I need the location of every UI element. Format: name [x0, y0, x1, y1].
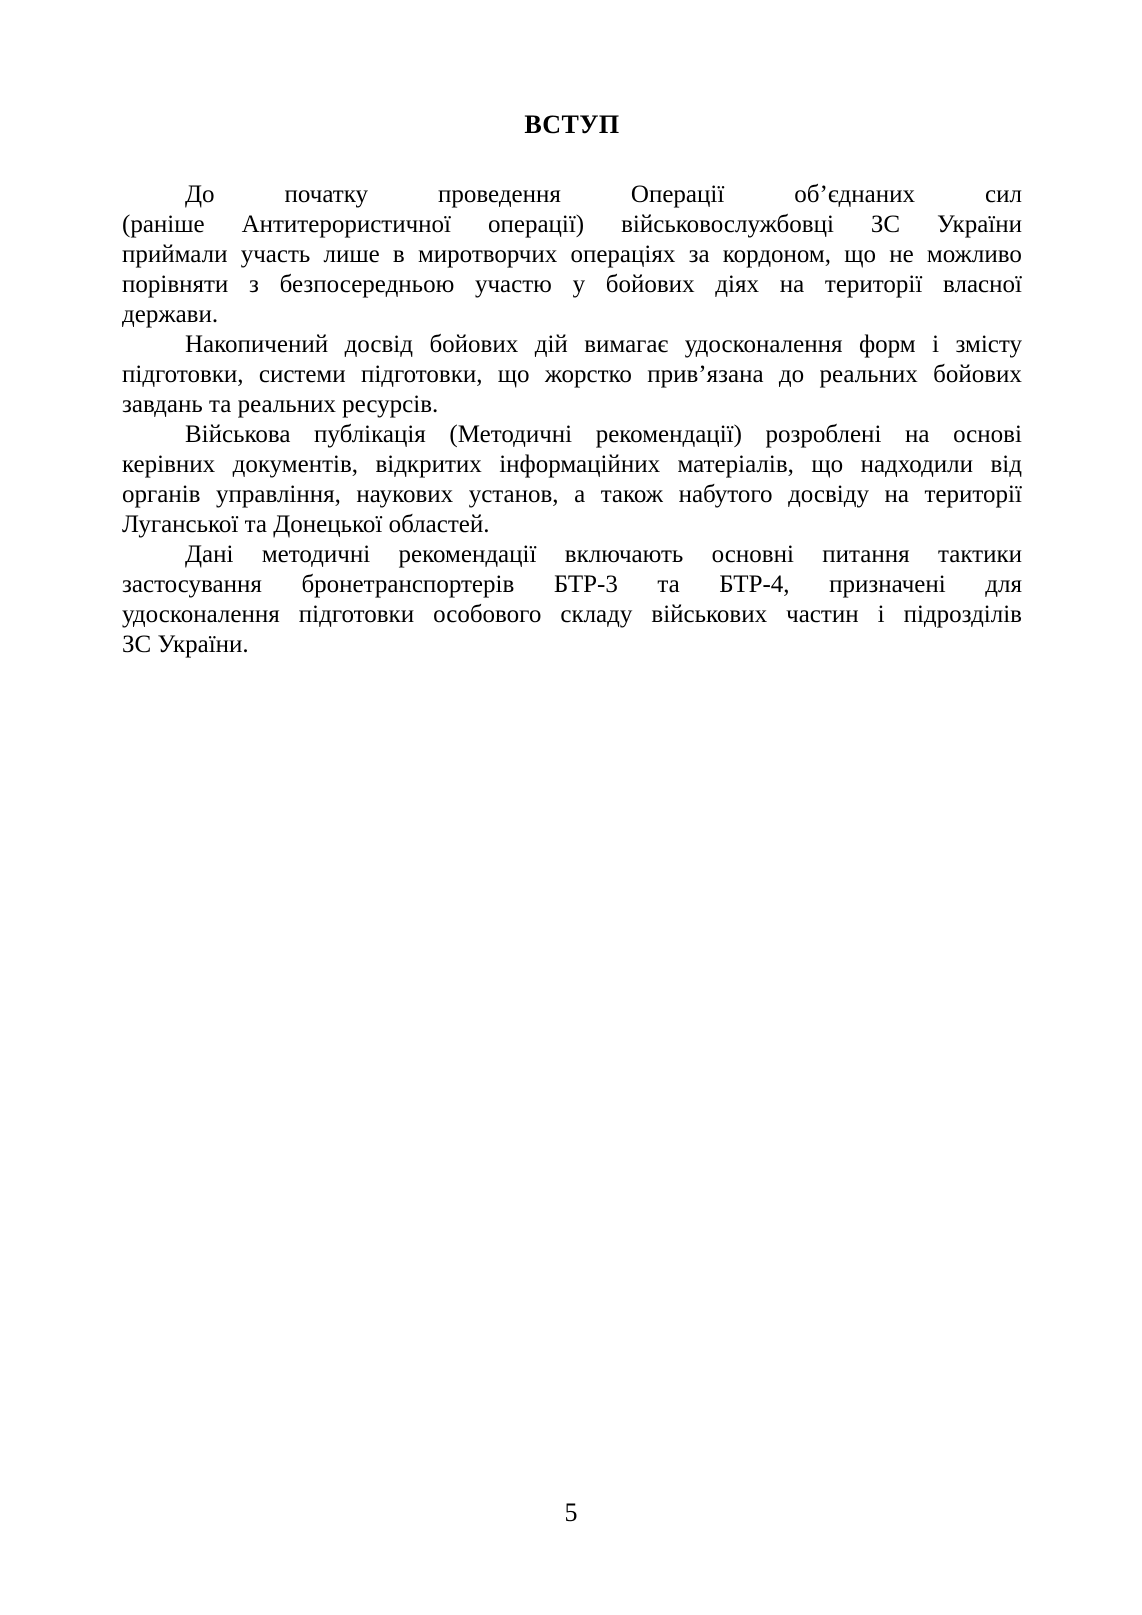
document-title: ВСТУП — [524, 110, 620, 139]
document-body — [122, 180, 1022, 660]
text-line: Військова публікація (Методичні рекомендації) розроблені на основі — [185, 421, 1022, 448]
text-line: держави. — [122, 301, 219, 328]
document-content — [122, 110, 1022, 660]
text-line: завдань та реальних ресурсів. — [122, 391, 439, 418]
text-line: керівних документів, відкритих інформаційних матеріалів, що надходили від — [122, 451, 1022, 478]
paragraph-4 — [122, 540, 1022, 660]
page-number: 5 — [564, 1498, 578, 1527]
text-line: підготовки, системи підготовки, що жорстко прив’язана до реальних бойових — [122, 361, 1022, 388]
text-line: (раніше Антитерористичної операції) військовослужбовці ЗС України — [122, 211, 1022, 238]
paragraph-2 — [122, 330, 1022, 420]
paragraph-3 — [122, 420, 1022, 540]
paragraph-1 — [122, 180, 1022, 330]
text-line: застосування бронетранспортерів БТР-3 та БТР-4, призначені для — [122, 571, 1022, 598]
text-line: органів управління, наукових установ, а також набутого досвіду на території — [122, 481, 1022, 508]
text-line: Дані методичні рекомендації включають основні питання тактики — [185, 541, 1022, 568]
text-line: Накопичений досвід бойових дій вимагає удосконалення форм і змісту — [185, 331, 1022, 358]
text-line: До початку проведення Операції об’єднаних сил — [185, 181, 1022, 208]
text-line: приймали участь лише в миротворчих операціях за кордоном, що не можливо — [122, 241, 1022, 268]
text-line: ЗС України. — [122, 631, 249, 658]
text-line: удосконалення підготовки особового складу військових частин і підрозділів — [122, 601, 1022, 628]
text-line: порівняти з безпосередньою участю у бойових діях на території власної — [122, 271, 1022, 298]
text-line: Луганської та Донецької областей. — [122, 511, 490, 538]
